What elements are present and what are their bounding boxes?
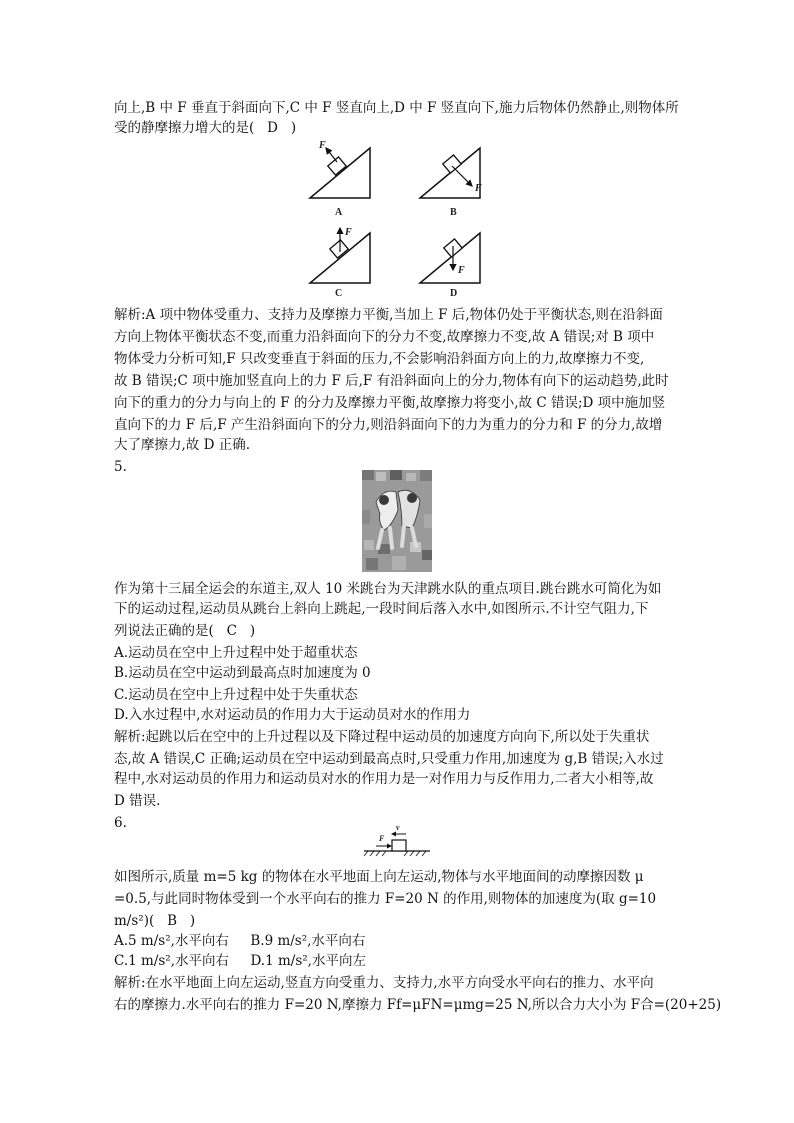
q5-option-b: B.运动员在空中运动到最高点时加速度为 0: [114, 665, 371, 681]
block-force-label: F: [379, 834, 385, 843]
q4-analysis-1: 解析:A 项中物体受重力、支持力及摩擦力平衡,当加上 F 后,物体仍处于平衡状态,则在沿斜面: [114, 307, 663, 323]
q5-analysis-3: 程中,水对运动员的作用力和运动员对水的作用力是一对作用力与反作用力,二者大小相等,故: [114, 771, 654, 787]
figure-b-force-label: F: [475, 183, 482, 194]
q5-option-d: D.入水过程中,水对运动员的作用力大于运动员对水的作用力: [114, 707, 471, 723]
figure-c-force-label: F: [345, 227, 352, 238]
q4-line-1: 向上,B 中 F 垂直于斜面向下,C 中 F 竖直向上,D 中 F 竖直向下,施力后物体仍然静止,则物体所: [114, 100, 679, 116]
q4-analysis-6: 直向下的力 F 后,F 产生沿斜面向下的分力,则沿斜面向下的力为重力的分力和 F 的分力,故增: [114, 417, 663, 433]
q5-line-2: 下的运动过程,运动员从跳台上斜向上跳起,一段时间后落入水中,如图所示.不计空气阻力,下: [114, 601, 649, 617]
figure-c-label: C: [335, 288, 343, 299]
figure-a-label: A: [335, 207, 343, 218]
q4-analysis-5: 向下的重力的分力与向上的 F 的分力及摩擦力平衡,故摩擦力将变小,故 C 错误;D 项中施加竖: [114, 395, 666, 411]
q5-line-1: 作为第十三届全运会的东道主,双人 10 米跳台为天津跳水队的重点项目.跳台跳水可简化为如: [114, 581, 662, 597]
q5-number: 5.: [114, 459, 127, 475]
q5-option-c: C.运动员在空中上升过程中处于失重状态: [114, 687, 358, 703]
q6-line-2: =0.5,与此同时物体受到一个水平向右的推力 F=20 N 的作用,则物体的加速度为(取 g=10: [114, 891, 657, 907]
q6-line-3: m/s²)( B ): [114, 913, 196, 929]
q6-option-ab: A.5 m/s²,水平向右 B.9 m/s²,水平向右: [114, 933, 366, 949]
figure-b: [420, 148, 480, 198]
incline-figures: [300, 138, 500, 303]
q4-analysis-7: 大了摩擦力,故 D 正确.: [114, 437, 250, 453]
figure-d: [420, 233, 480, 283]
q6-analysis-2: 右的摩擦力.水平向右的推力 F=20 N,摩擦力 Ff=μFN=μmg=25 N,所以合力大小为 F合=(20+25): [114, 997, 722, 1013]
q4-analysis-2: 方向上物体平衡状态不变,而重力沿斜面向下的分力不变,故摩擦力不变,故 A 错误;对 B 项中: [114, 329, 655, 345]
figure-a: [310, 148, 370, 198]
q5-analysis-1: 解析:起跳以后在空中的上升过程以及下降过程中运动员的加速度方向向下,所以处于失重状: [114, 729, 650, 745]
figure-c: [310, 228, 370, 283]
q6-number: 6.: [114, 815, 127, 831]
diving-photo: [362, 470, 432, 572]
figure-b-label: B: [450, 207, 457, 218]
q6-option-cd: C.1 m/s²,水平向右 D.1 m/s²,水平向左: [114, 953, 366, 969]
figure-a-force-label: F: [319, 140, 326, 151]
figure-d-label: D: [450, 288, 458, 299]
q4-line-2: 受的静摩擦力增大的是( D ): [114, 120, 297, 136]
q4-analysis-3: 物体受力分析可知,F 只改变垂直于斜面的压力,不会影响沿斜面方向上的力,故摩擦力不变,: [114, 351, 645, 367]
q5-analysis-4: D 错误.: [114, 793, 161, 809]
q5-line-3: 列说法正确的是( C ): [114, 623, 256, 639]
q5-analysis-2: 态,故 A 错误,C 正确;运动员在空中运动到最高点时,只受重力作用,加速度为 g,B 错误;入水过: [114, 751, 664, 767]
q6-analysis-1: 解析:在水平地面上向左运动,竖直方向受重力、支持力,水平方向受水平向右的推力、水平向: [114, 975, 654, 991]
figure-d-force-label: F: [458, 265, 465, 276]
q4-analysis-4: 故 B 错误;C 项中施加竖直向上的力 F 后,F 有沿斜面向上的分力,物体有向下的运动趋势,此时: [114, 373, 669, 389]
q6-line-1: 如图所示,质量 m=5 kg 的物体在水平地面上向左运动,物体与水平地面间的动摩擦因数 μ: [114, 869, 644, 885]
q5-option-a: A.运动员在空中上升过程中处于超重状态: [114, 645, 358, 661]
block-velocity-label: v: [396, 823, 400, 832]
